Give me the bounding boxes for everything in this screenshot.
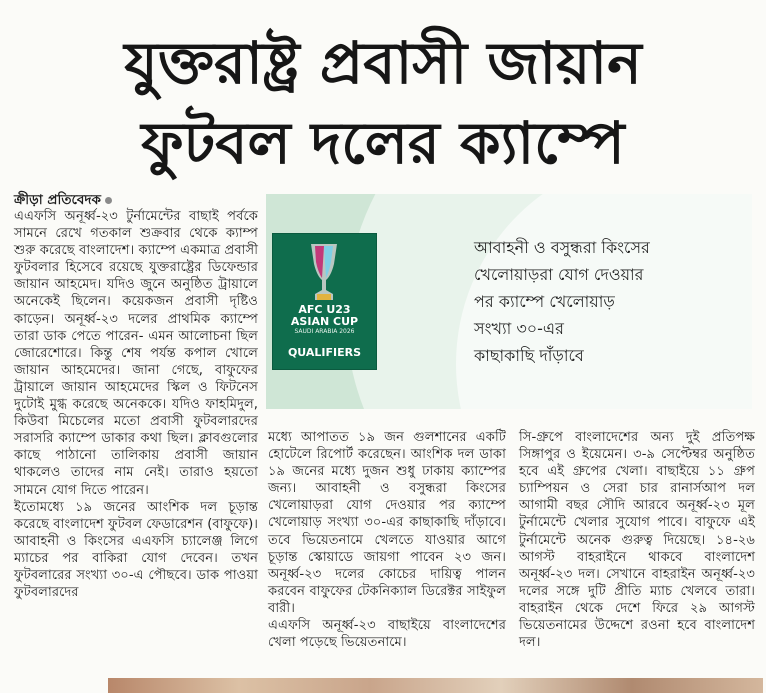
bullet-icon	[105, 197, 112, 204]
pullquote-panel	[266, 194, 752, 409]
logo-text-afc-u23: AFC U23	[298, 303, 351, 316]
paragraph: সি-গ্রুপে বাংলাদেশের অন্য দুই প্রতিপক্ষ সিঙ্গাপুর ও ইয়েমেন। ৩-৯ সেপ্টেম্বর অনুষ্ঠিত হবে এই গ্রুপের খেলা। বাছাইয়ে ১১ গ্রুপ চ্যাম্পিয়ন ও সেরা চার রানার্সআপ দল আগামী বছর সৌদি আরবে অনূর্ধ্ব-২৩ মূল টুর্নামেন্টে খেলার সুযোগ পাবে। বাফুফে এই টুর্নামেন্টে অনেক গুরুত্ব দিয়েছে। ১৪-২৬ আগস্ট বাহরাইনে থাকবে বাংলাদেশ অনূর্ধ্ব-২৩ দল। সেখানে বাহরাইন অনূর্ধ্ব-২৩ দলের সঙ্গে দুটি প্রীতি ম্যাচ খেলবে তারা। বাহরাইন থেকে দেশে ফিরে ২৯ আগস্ট ভিয়েতনামের উদ্দেশে রওনা হবে বাংলাদেশ দল।	[519, 430, 755, 651]
afc-u23-qualifiers-logo	[272, 233, 377, 370]
pullquote	[474, 234, 744, 369]
pullquote-line: সংখ্যা ৩০-এর	[474, 319, 564, 338]
pullquote-line: খেলোয়াড়রা যোগ দেওয়ার	[474, 265, 644, 284]
paragraph: এএফসি অনূর্ধ্ব-২৩ বাছাইয়ে বাংলাদেশের খেলা পড়েছে ভিয়েতনামে।	[268, 618, 506, 651]
headline-line-1: যুক্তরাষ্ট্র প্রবাসী জায়ান	[124, 29, 642, 97]
bottom-photo-strip	[108, 678, 763, 693]
pullquote-line: কাছাকাছি দাঁড়াবে	[474, 346, 584, 365]
article-column-2	[268, 429, 506, 651]
article-column-3	[519, 429, 755, 651]
headline-line-2: ফুটবল দলের ক্যাম্পে	[141, 109, 625, 177]
byline-text: ক্রীড়া প্রতিবেদক	[14, 192, 101, 208]
trophy-icon	[303, 242, 345, 302]
logo-text-asian-cup: ASIAN CUP	[290, 315, 359, 328]
article-column-1	[14, 208, 258, 601]
paragraph: ইতোমধ্যে ১৯ জনের আংশিক দল চূড়ান্ত করেছে বাংলাদেশ ফুটবল ফেডারেশন (বাফুফে)। আবাহনী ও কিংসের এএফসি চ্যালেঞ্জ লিগে ম্যাচের পর বাকিরা যোগ দেবেন। তখন ফুটবলারের সংখ্যা ৩০-এ পৌছবে। ডাক পাওয়া ফুটবলারদের	[14, 499, 258, 601]
paragraph: এএফসি অনূর্ধ্ব-২৩ টুর্নামেন্টের বাছাই পর্বকে সামনে রেখে গতকাল শুক্রবার থেকে ক্যাম্প শুরু করেছে বাংলাদেশ। ক্যাম্পে একমাত্র প্রবাসী ফুটবলার হিসেবে রয়েছে যুক্তরাষ্ট্রের ডিফেন্ডার জায়ান আহমেদ। যদিও জুনে অনুষ্ঠিত ট্রায়ালে অনেকেই ছিলেন। কয়েকজন প্রবাসী দৃষ্টিও কাড়েন। অনূর্ধ্ব-২৩ দলের প্রাথমিক ক্যাম্পে তারা ডাক পেতে পারেন- এমন আলোচনা ছিল জোরেশোরে। কিন্তু শেষ পর্যন্ত কপাল খোলে জায়ান আহমেদের। জানা গেছে, বাফুফের ট্রায়ালে জায়ান আহমেদের স্কিল ও ফিটনেস দুটোই মুগ্ধ করেছে অনেককে। যদিও ফাহমিদুল, কিউবা মিচেলের মতো প্রবাসী ফুটবলারদের সরাসরি ক্যাম্পে ডাকার কথা ছিল। ক্লাবগুলোর কাছে পাঠানো তালিকায় প্রবাসী জায়ান থাকলেও তাদের নাম নেই। তারাও হয়তো সামনে যোগ দিতে পারেন।	[14, 209, 258, 498]
pullquote-line: আবাহনী ও বসুন্ধরা কিংসের	[474, 238, 650, 257]
logo-text-host: SAUDI ARABIA 2026	[294, 328, 355, 335]
pullquote-line: পর ক্যাম্পে খেলোয়াড়	[474, 292, 615, 311]
logo-text-qualifiers: QUALIFIERS	[287, 346, 362, 359]
paragraph: মধ্যে আপাতত ১৯ জন গুলশানের একটি হোটেলে রিপোর্ট করেছেন। আংশিক দল ডাকা ১৯ জনের মধ্যে দুজন শুধু ঢাকায় ক্যাম্পের জন্য। আবাহনী ও বসুন্ধরা কিংসের খেলোয়াড়রা যোগ দেওয়ার পর ক্যাম্পে খেলোয়াড় সংখ্যা ৩০-এর কাছাকাছি দাঁড়াবে। তবে ভিয়েতনামে খেলতে যাওয়ার আগে চূড়ান্ত স্কোয়াডে জায়গা পাবেন ২৩ জন। অনূর্ধ্ব-২৩ দলের কোচের দায়িত্ব পালন করবেন বাফুফের টেকনিক্যাল ডিরেক্টর সাইফুল বারী।	[268, 430, 506, 616]
